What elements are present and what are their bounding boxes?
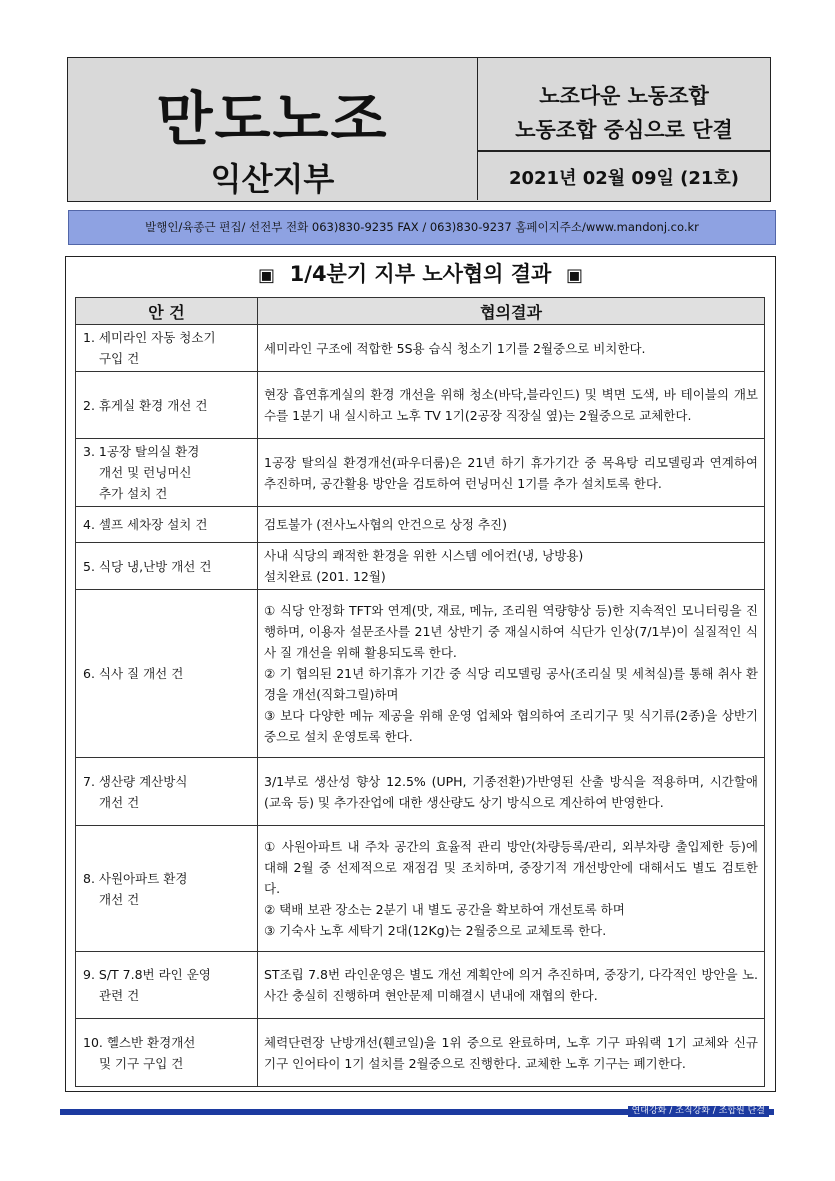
union-name: 만도노조 bbox=[156, 85, 389, 153]
publisher-info-bar: 발행인/육종근 편집/ 선전부 전화 063)830-9235 FAX / 063)830-9237 홈페이지주소/www.mandonj.co.kr bbox=[68, 210, 776, 245]
table-row bbox=[76, 1019, 765, 1087]
table-row bbox=[76, 590, 765, 758]
result-text: 3/1부로 생산성 향상 12.5% (UPH, 기종전환)가반영된 산출 방식을 적용하며, 시간할애 (교육 등) 및 추가잔업에 대한 생산량도 상기 방식으로 계산하여 반영한다. bbox=[264, 773, 758, 810]
square-bullet-icon: ▣ bbox=[258, 265, 276, 286]
agenda-line: 2. 휴게실 환경 개선 건 bbox=[83, 397, 208, 413]
result-cell bbox=[258, 590, 765, 758]
agenda-line: 추가 설치 건 bbox=[99, 486, 168, 501]
result-text: 검토불가 (전사노사협의 안건으로 상정 추진) bbox=[264, 517, 507, 532]
masthead bbox=[67, 57, 771, 202]
result-text: 현장 흡연휴게실의 환경 개선을 위해 청소(바닥,블라인드) 및 벽면 도색, 바 테이블의 개보수를 1분기 내 실시하고 노후 TV 1기(2공장 직장실 옆)는 2월중으로 교체한다. bbox=[264, 387, 758, 423]
table-row bbox=[76, 372, 765, 439]
result-cell bbox=[258, 1019, 765, 1087]
result-text: ① 식당 안정화 TFT와 연계(맛, 재료, 메뉴, 조리원 역량향상 등)한 지속적인 모니터링을 진행하며, 이용자 설문조사를 21년 상반기 중 재실시하여 식단가 인상(7/1부)이 실질적인 식사 질 개선을 위해 활용되도록 한다. bbox=[264, 603, 758, 660]
square-bullet-icon: ▣ bbox=[565, 265, 583, 286]
footer-slogan: 연대강화 / 조직강화 / 조합원 단결 bbox=[628, 1106, 769, 1117]
agenda-line: 구입 건 bbox=[99, 351, 140, 366]
result-cell bbox=[258, 758, 765, 826]
header-result: 협의결과 bbox=[258, 298, 765, 325]
content-box bbox=[65, 256, 776, 1092]
agenda-line: 7. 생산량 계산방식 bbox=[83, 773, 188, 789]
agenda-cell bbox=[76, 1019, 258, 1087]
result-cell bbox=[258, 439, 765, 507]
slogan-line-2: 노동조합 중심으로 단결 bbox=[515, 118, 733, 142]
divider bbox=[478, 150, 770, 152]
result-text: 설치완료 (201. 12월) bbox=[264, 569, 386, 584]
slogan-line-1: 노조다운 노동조합 bbox=[539, 84, 709, 108]
agenda-cell bbox=[76, 507, 258, 543]
result-text: ③ 기숙사 노후 세탁기 2대(12Kg)는 2월중으로 교체토록 한다. bbox=[264, 923, 607, 938]
agenda-line: 8. 사원아파트 환경 bbox=[83, 870, 188, 886]
result-text: 1공장 탈의실 환경개선(파우더룸)은 21년 하기 휴가기간 중 목욕탕 리모델링과 연계하여 추진하며, 공간활용 방안을 검토하여 런닝머신 1기를 추가 설치토록 한다. bbox=[264, 454, 758, 491]
table-header-row bbox=[76, 298, 765, 325]
result-text: ① 사원아파트 내 주차 공간의 효율적 관리 방안(차량등록/관리, 외부차량 출입제한 등)에 대해 2월 중 선제적으로 재점검 및 조치하며, 중장기적 개선방안에 대해서도 별도 검토한다. bbox=[264, 839, 758, 896]
agenda-cell bbox=[76, 439, 258, 507]
agenda-line: 6. 식사 질 개선 건 bbox=[83, 666, 184, 681]
agenda-line: 관련 건 bbox=[99, 988, 140, 1003]
header-agenda: 안 건 bbox=[76, 298, 258, 325]
table-row bbox=[76, 325, 765, 372]
result-text: 세미라인 구조에 적합한 5S용 습식 청소기 1기를 2월중으로 비치한다. bbox=[264, 340, 646, 356]
agenda-cell bbox=[76, 325, 258, 372]
result-cell bbox=[258, 826, 765, 952]
result-cell bbox=[258, 507, 765, 543]
agenda-line: 5. 식당 냉,난방 개선 건 bbox=[83, 558, 212, 574]
branch-name: 익산지부 bbox=[210, 160, 335, 198]
result-text: ST조립 7.8번 라인운영은 별도 개선 계획안에 의거 추진하며, 중장기, 다각적인 방안을 노.사간 충실히 진행하며 현안문제 미해결시 년내에 재협의 한다. bbox=[264, 967, 758, 1003]
agenda-line: 3. 1공장 탈의실 환경 bbox=[83, 444, 200, 459]
agenda-cell bbox=[76, 758, 258, 826]
agenda-line: 개선 건 bbox=[99, 794, 140, 810]
agenda-line: 개선 및 런닝머신 bbox=[99, 465, 192, 480]
agenda-line: 및 기구 구입 건 bbox=[99, 1055, 184, 1071]
result-cell bbox=[258, 952, 765, 1019]
issue-date: 2021년 02월 09일 (21호) bbox=[508, 168, 740, 189]
result-text: ② 기 협의된 21년 하기휴가 기간 중 식당 리모델링 공사(조리실 및 세척실)를 통해 취사 환경을 개선(직화그릴)하며 bbox=[264, 666, 758, 702]
agenda-cell bbox=[76, 372, 258, 439]
agenda-cell bbox=[76, 826, 258, 952]
results-table bbox=[75, 297, 765, 1087]
result-text: 사내 식당의 쾌적한 환경을 위한 시스템 에어컨(냉, 낭방용) bbox=[264, 548, 584, 563]
result-text: ② 택배 보관 장소는 2분기 내 별도 공간을 확보하여 개선토록 하며 bbox=[264, 902, 625, 917]
result-text: 체력단련장 난방개선(휀코일)을 1위 중으로 완료하며, 노후 기구 파워랙 1기 교체와 신규 기구 인어타이 1기 설치를 2월중으로 진행한다. 교체한 노후 기구는 폐기한다. bbox=[264, 1034, 758, 1071]
result-cell bbox=[258, 543, 765, 590]
table-row bbox=[76, 543, 765, 590]
section-title-text: 1/4분기 지부 노사협의 결과 bbox=[289, 262, 552, 286]
result-cell bbox=[258, 372, 765, 439]
table-row bbox=[76, 952, 765, 1019]
agenda-cell bbox=[76, 952, 258, 1019]
table-row bbox=[76, 507, 765, 543]
table-row bbox=[76, 826, 765, 952]
masthead-title-block bbox=[68, 58, 478, 200]
agenda-line: 9. S/T 7.8번 라인 운영 bbox=[83, 967, 211, 982]
result-text: ③ 보다 다양한 메뉴 제공을 위해 운영 업체와 협의하여 조리기구 및 식기류(2종)을 상반기 중으로 설치 운영토록 한다. bbox=[264, 708, 758, 744]
table-row bbox=[76, 758, 765, 826]
agenda-line: 개선 건 bbox=[99, 891, 140, 907]
section-title bbox=[66, 259, 775, 291]
agenda-line: 10. 헬스반 환경개선 bbox=[83, 1034, 196, 1050]
result-cell bbox=[258, 325, 765, 372]
agenda-cell bbox=[76, 590, 258, 758]
agenda-line: 4. 셀프 세차장 설치 건 bbox=[83, 517, 208, 532]
table-row bbox=[76, 439, 765, 507]
agenda-cell bbox=[76, 543, 258, 590]
agenda-line: 1. 세미라인 자동 청소기 bbox=[83, 330, 216, 345]
